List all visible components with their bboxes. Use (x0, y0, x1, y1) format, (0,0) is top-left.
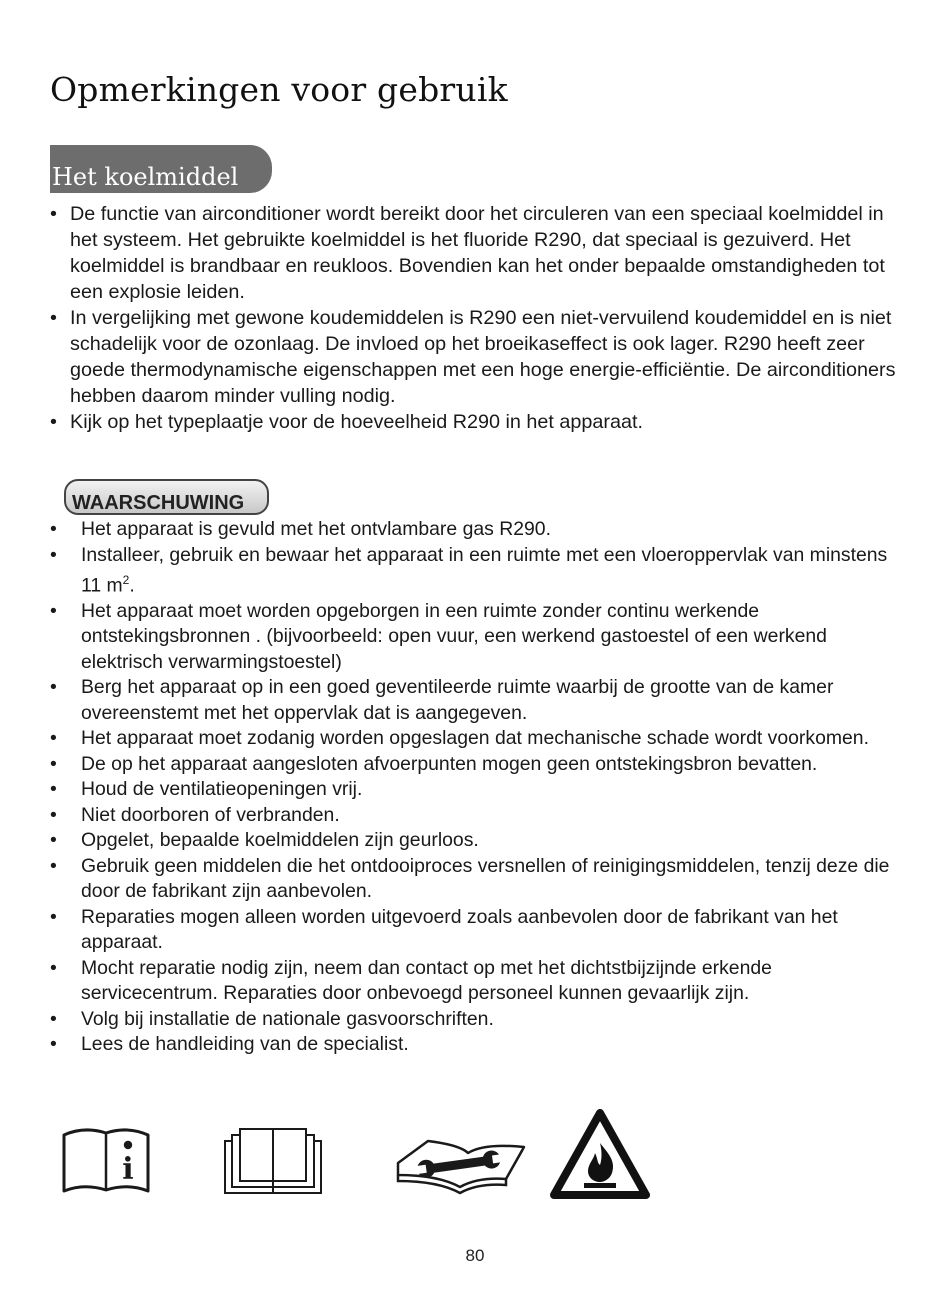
warning-badge: WAARSCHUWING (64, 479, 269, 515)
section-heading-tab (50, 145, 272, 193)
bullet-icon: • (50, 518, 57, 540)
flammable-warning-icon (550, 1109, 650, 1199)
bullet-icon: • (50, 854, 57, 877)
bullet-icon: • (50, 956, 57, 979)
warning-item (50, 543, 910, 599)
bullet-icon: • (50, 1007, 57, 1030)
warning-text: Mocht reparatie nodig zijn, neem dan contact op met het dichtstbijzijnde erkende servicecentrum. Reparaties door onbevoegd personeel kunnen gevaarlijk zijn. (81, 956, 772, 1005)
warning-item (50, 1032, 910, 1058)
warning-text: Reparaties mogen alleen worden uitgevoerd zoals aanbevolen door de fabrikant van het apparaat. (81, 905, 838, 954)
bullet-icon: • (50, 676, 57, 699)
bullet-icon: • (50, 411, 57, 433)
service-manual-wrench-icon (394, 1135, 528, 1197)
warning-text: Het apparaat moet worden opgeborgen in een ruimte zonder continu werkende ontstekingsbronnen . (bijvoorbeeld: open vuur, een werkend gastoestel of een werkend elektrisch verwarmingstoestel) (81, 599, 827, 673)
warning-item (50, 726, 910, 752)
refrigerant-info-text: In vergelijking met gewone koudemiddelen is R290 een niet-vervuilend koudemiddel en is niet schadelijk voor de ozonlaag. De invloed op het broeikaseffect is ook lager. R290 heeft zeer goede thermodynamische eigenschappen met een hoge energie-efficiëntie. De airconditioners hebben daarom minder vulling nodig. (70, 307, 896, 407)
bullet-icon: • (50, 752, 57, 775)
warning-item (50, 905, 910, 956)
warning-text: Niet doorboren of verbranden. (81, 803, 340, 826)
bullet-icon: • (50, 905, 57, 928)
warning-text: Lees de handleiding van de specialist. (81, 1033, 409, 1056)
warning-item (50, 517, 910, 543)
safety-icons-row (0, 1105, 950, 1205)
page-title: Opmerkingen voor gebruik (50, 70, 508, 109)
refrigerant-info-text: De functie van airconditioner wordt bereikt door het circuleren van een speciaal koelmiddel in het systeem. Het gebruikte koelmiddel is het fluoride R290, dat speciaal is gezuiverd. Het koelmiddel is brandbaar en reukloos. Bovendien kan het onder bepaalde omstandigheden tot een explosie leiden. (70, 203, 885, 303)
refrigerant-info-text: Kijk op het typeplaatje voor de hoeveelheid R290 in het apparaat. (70, 411, 643, 433)
warning-item (50, 803, 910, 829)
warning-item (50, 828, 910, 854)
info-glyph: i (122, 1152, 134, 1187)
page-number: 80 (465, 1246, 485, 1265)
warning-text: Het apparaat is gevuld met het ontvlambare gas R290. (81, 518, 551, 540)
warning-item (50, 675, 910, 726)
bullet-icon: • (50, 543, 57, 566)
warning-text: Berg het apparaat op in een goed geventileerde ruimte waarbij de grootte van de kamer overeenstemt met het oppervlak dat is aangegeven. (81, 676, 834, 724)
warning-item (50, 1007, 910, 1033)
warning-text-suffix: . (129, 574, 135, 597)
warning-text: De op het apparaat aangesloten afvoerpunten mogen geen ontstekingsbron bevatten. (81, 752, 818, 775)
warning-list (50, 517, 910, 1058)
bullet-icon: • (50, 803, 57, 826)
bullet-icon: • (50, 778, 57, 801)
refrigerant-info-item (50, 201, 910, 305)
warning-text: Het apparaat moet zodanig worden opgeslagen dat mechanische schade wordt voorkomen. (81, 727, 869, 750)
bullet-icon: • (50, 1033, 57, 1056)
refrigerant-info-list (50, 201, 910, 435)
bullet-icon: • (50, 307, 57, 329)
manual-information-icon (60, 1127, 152, 1195)
refrigerant-info-item (50, 409, 910, 435)
warning-item (50, 752, 910, 778)
bullet-icon: • (50, 829, 57, 852)
bullet-icon: • (50, 727, 57, 750)
warning-text: Gebruik geen middelen die het ontdooiproces versnellen of reinigingsmiddelen, tenzij deze die door de fabrikant zijn aanbevolen. (81, 854, 890, 903)
section-heading: Het koelmiddel (52, 163, 239, 191)
warning-text: Opgelet, bepaalde koelmiddelen zijn geurloos. (81, 829, 479, 852)
warning-item (50, 599, 910, 676)
warning-item (50, 777, 910, 803)
bullet-icon: • (50, 599, 57, 622)
refrigerant-info-item (50, 305, 910, 409)
warning-item (50, 956, 910, 1007)
warning-text: Houd de ventilatieopeningen vrij. (81, 778, 363, 801)
warning-item (50, 854, 910, 905)
superscript: 2 (122, 573, 130, 587)
warning-text: Installeer, gebruik en bewaar het apparaat in een ruimte met een vloeroppervlak van minstens 11 m (81, 543, 888, 597)
bullet-icon: • (50, 203, 57, 225)
warning-text: Volg bij installatie de nationale gasvoorschriften. (81, 1007, 494, 1030)
operating-manual-icon (222, 1127, 324, 1195)
